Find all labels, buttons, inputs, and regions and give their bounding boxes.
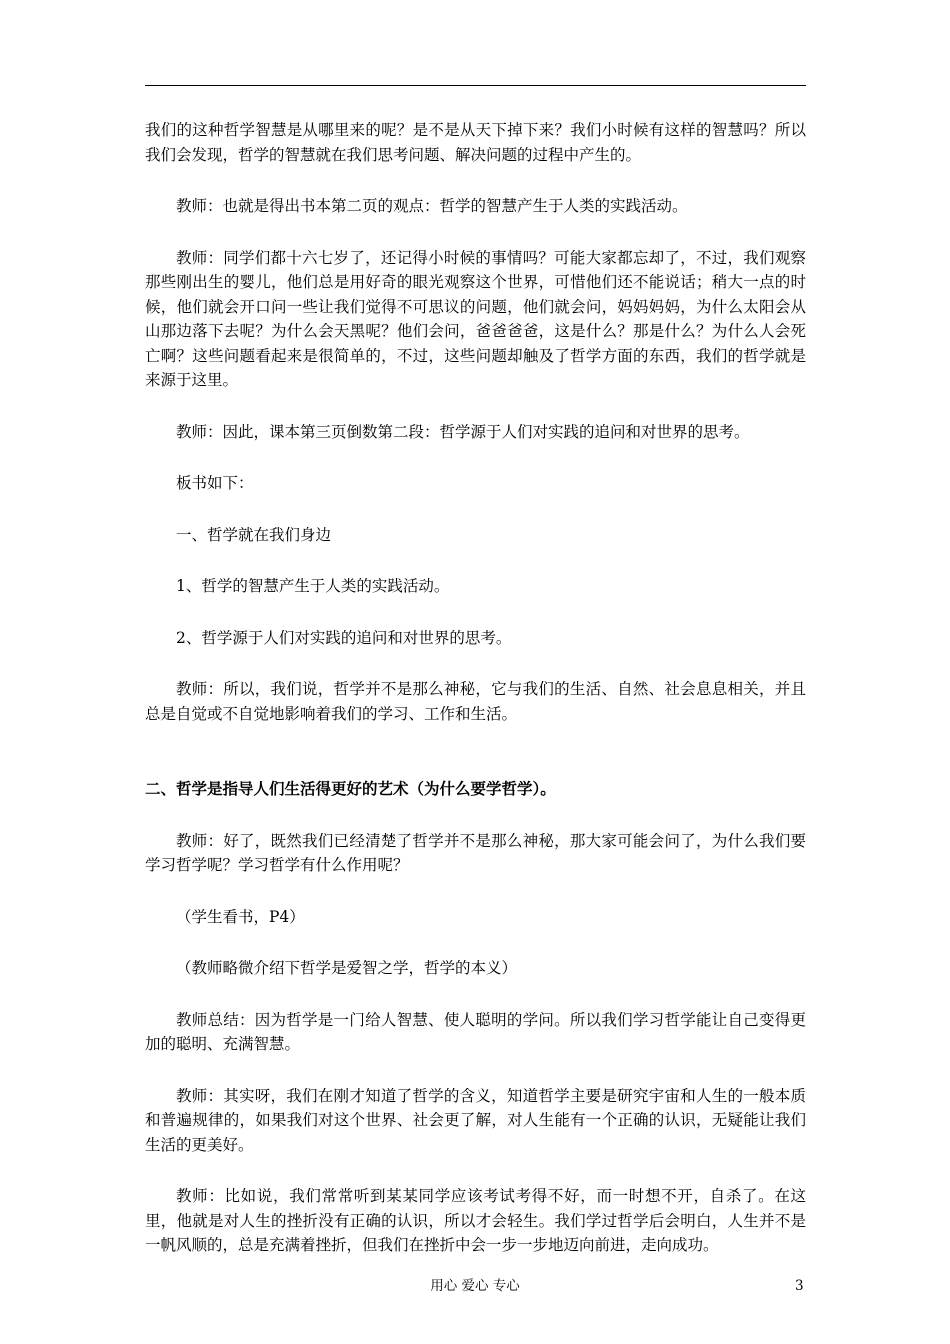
paragraph: 教师：其实呀，我们在刚才知道了哲学的含义，知道哲学主要是研究宇宙和人生的一般本质和普遍规律的，如果我们对这个世界、社会更了解，对人生能有一个正确的认识，无疑能让我们生活的更美好。 <box>145 1086 806 1154</box>
paragraph: 教师：好了，既然我们已经清楚了哲学并不是那么神秘，那大家可能会问了，为什么我们要学习哲学呢？学习哲学有什么作用呢？ <box>145 831 806 874</box>
document-body <box>145 118 806 1258</box>
paragraph: （学生看书，P4） <box>176 907 305 926</box>
paragraph: 1、哲学的智慧产生于人类的实践活动。 <box>176 577 450 595</box>
paragraph: 教师：比如说，我们常常听到某某同学应该考试考得不好，而一时想不开，自杀了。在这里，他就是对人生的挫折没有正确的认识，所以才会轻生。我们学过哲学后会明白，人生并不是一帆风顺的，总是充满着挫折，但我们在挫折中会一步一步地迈向前进，走向成功。 <box>145 1187 806 1254</box>
header-rule <box>145 85 806 86</box>
paragraph: 一、哲学就在我们身边 <box>176 525 332 544</box>
paragraph: 教师：同学们都十六七岁了，还记得小时候的事情吗？可能大家都忘却了，不过，我们观察那些刚出生的婴儿，他们总是用好奇的眼光观察这个世界，可惜他们还不能说话；稍大一点的时候，他们就会开口问一些让我们觉得不可思议的问题，他们就会问，妈妈妈妈，为什么太阳会从山那边落下去呢？为什么会天黑呢？他们会问，爸爸爸爸，这是什么？那是什么？为什么人会死亡啊？这些问题看起来是很简单的，不过，这些问题却触及了哲学方面的东西，我们的哲学就是来源于这里。 <box>145 248 806 389</box>
paragraph: 教师：所以，我们说，哲学并不是那么神秘，它与我们的生活、自然、社会息息相关，并且总是自觉或不自觉地影响着我们的学习、工作和生活。 <box>145 680 806 723</box>
paragraph: 板书如下： <box>176 474 254 492</box>
paragraph: 我们的这种哲学智慧是从哪里来的呢？是不是从天下掉下来？我们小时候有这样的智慧吗？所以我们会发现，哲学的智慧就在我们思考问题、解决问题的过程中产生的。 <box>145 121 806 164</box>
paragraph: 教师：因此，课本第三页倒数第二段：哲学源于人们对实践的追问和对世界的思考。 <box>176 422 750 441</box>
paragraph: 教师：也就是得出书本第二页的观点：哲学的智慧产生于人类的实践活动。 <box>176 197 688 215</box>
page-number: 3 <box>795 1278 804 1294</box>
paragraph: （教师略微介绍下哲学是爱智之学，哲学的本义） <box>176 959 518 977</box>
paragraph: 2、哲学源于人们对实践的追问和对世界的思考。 <box>176 628 512 647</box>
footer-motto: 用心 爱心 专心 <box>430 1278 520 1294</box>
section-heading: 二、哲学是指导人们生活得更好的艺术（为什么要学哲学）。 <box>145 780 556 798</box>
paragraph: 教师总结：因为哲学是一门给人智慧、使人聪明的学问。所以我们学习哲学能让自己变得更加的聪明、充满智慧。 <box>145 1010 806 1053</box>
